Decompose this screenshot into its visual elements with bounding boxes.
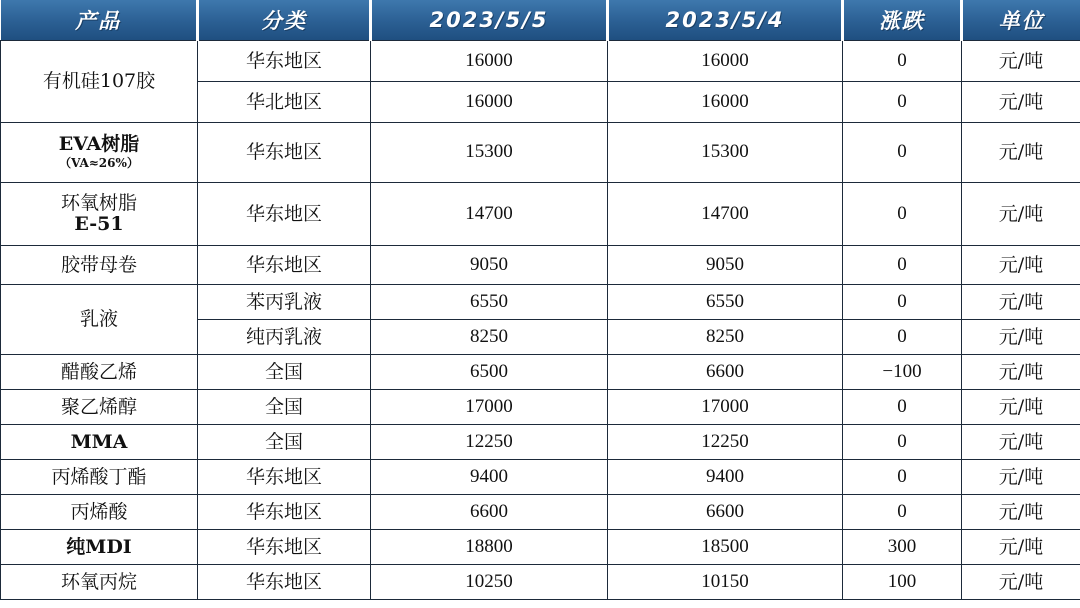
unit-cell: 元/吨 (962, 123, 1080, 183)
unit-cell: 元/吨 (962, 495, 1080, 530)
table-row (1, 530, 1080, 565)
category-cell: 华东地区 (198, 460, 371, 495)
price-prev-cell: 16000 (608, 82, 843, 123)
product-cell: 乳液 (1, 285, 198, 355)
price-today-cell: 6600 (371, 495, 608, 530)
change-cell: 0 (843, 460, 962, 495)
header-date-2: 2023/5/4 (608, 0, 843, 41)
change-cell: 0 (843, 82, 962, 123)
category-cell: 华东地区 (198, 565, 371, 600)
product-cell: 胶带母卷 (1, 246, 198, 285)
price-prev-cell: 6550 (608, 285, 843, 320)
header-date-1: 2023/5/5 (371, 0, 608, 41)
category-cell: 华东地区 (198, 183, 371, 246)
change-cell: 0 (843, 320, 962, 355)
change-cell: 0 (843, 246, 962, 285)
price-prev-cell: 18500 (608, 530, 843, 565)
table-row (1, 565, 1080, 600)
unit-cell: 元/吨 (962, 183, 1080, 246)
product-cell: MMA (1, 425, 198, 460)
price-prev-cell: 9050 (608, 246, 843, 285)
price-prev-cell: 8250 (608, 320, 843, 355)
price-today-cell: 8250 (371, 320, 608, 355)
header-unit: 单位 (962, 0, 1080, 41)
table-row (1, 460, 1080, 495)
table-row (1, 246, 1080, 285)
price-prev-cell: 15300 (608, 123, 843, 183)
price-today-cell: 10250 (371, 565, 608, 600)
category-cell: 华东地区 (198, 495, 371, 530)
category-cell: 全国 (198, 390, 371, 425)
product-cell: 有机硅107胶 (1, 41, 198, 123)
price-today-cell: 18800 (371, 530, 608, 565)
product-cell: 丙烯酸丁酯 (1, 460, 198, 495)
price-prev-cell: 14700 (608, 183, 843, 246)
table-row (1, 41, 1080, 82)
table-row (1, 183, 1080, 246)
price-today-cell: 16000 (371, 82, 608, 123)
unit-cell: 元/吨 (962, 82, 1080, 123)
table-row (1, 425, 1080, 460)
header-change: 涨跌 (843, 0, 962, 41)
price-prev-cell: 6600 (608, 495, 843, 530)
change-cell: −100 (843, 355, 962, 390)
change-cell: 300 (843, 530, 962, 565)
product-cell (1, 123, 198, 183)
unit-cell: 元/吨 (962, 320, 1080, 355)
category-cell: 华东地区 (198, 246, 371, 285)
product-cell: 纯MDI (1, 530, 198, 565)
change-cell: 0 (843, 425, 962, 460)
price-prev-cell: 10150 (608, 565, 843, 600)
table-row (1, 495, 1080, 530)
header-category: 分类 (198, 0, 371, 41)
product-cell: 环氧丙烷 (1, 565, 198, 600)
change-cell: 0 (843, 41, 962, 82)
price-prev-cell: 12250 (608, 425, 843, 460)
category-cell: 华东地区 (198, 41, 371, 82)
unit-cell: 元/吨 (962, 390, 1080, 425)
price-today-cell: 16000 (371, 41, 608, 82)
price-today-cell: 9400 (371, 460, 608, 495)
price-today-cell: 14700 (371, 183, 608, 246)
table-row (1, 355, 1080, 390)
change-cell: 0 (843, 123, 962, 183)
product-cell (1, 183, 198, 246)
price-today-cell: 17000 (371, 390, 608, 425)
price-prev-cell: 17000 (608, 390, 843, 425)
unit-cell: 元/吨 (962, 565, 1080, 600)
price-today-cell: 12250 (371, 425, 608, 460)
category-cell: 纯丙乳液 (198, 320, 371, 355)
price-prev-cell: 16000 (608, 41, 843, 82)
price-prev-cell: 9400 (608, 460, 843, 495)
unit-cell: 元/吨 (962, 41, 1080, 82)
product-note: （VA≈26%） (59, 156, 139, 171)
product-cell: 醋酸乙烯 (1, 355, 198, 390)
change-cell: 0 (843, 495, 962, 530)
category-cell: 全国 (198, 425, 371, 460)
category-cell: 全国 (198, 355, 371, 390)
product-model: E-51 (74, 213, 124, 235)
table-row (1, 285, 1080, 320)
product-cell: 丙烯酸 (1, 495, 198, 530)
price-today-cell: 9050 (371, 246, 608, 285)
category-cell: 华东地区 (198, 123, 371, 183)
unit-cell: 元/吨 (962, 246, 1080, 285)
header-product: 产品 (1, 0, 198, 41)
price-today-cell: 6500 (371, 355, 608, 390)
product-name: EVA树脂 (58, 133, 140, 156)
product-cell: 聚乙烯醇 (1, 390, 198, 425)
table-row (1, 390, 1080, 425)
change-cell: 0 (843, 285, 962, 320)
category-cell: 华东地区 (198, 530, 371, 565)
product-name: 环氧树脂 (60, 192, 137, 215)
unit-cell: 元/吨 (962, 460, 1080, 495)
category-cell: 苯丙乳液 (198, 285, 371, 320)
unit-cell: 元/吨 (962, 355, 1080, 390)
change-cell: 0 (843, 390, 962, 425)
category-cell: 华北地区 (198, 82, 371, 123)
price-today-cell: 15300 (371, 123, 608, 183)
change-cell: 100 (843, 565, 962, 600)
change-cell: 0 (843, 183, 962, 246)
price-today-cell: 6550 (371, 285, 608, 320)
unit-cell: 元/吨 (962, 285, 1080, 320)
unit-cell: 元/吨 (962, 530, 1080, 565)
unit-cell: 元/吨 (962, 425, 1080, 460)
table-row (1, 123, 1080, 183)
header-row (1, 0, 1080, 41)
price-prev-cell: 6600 (608, 355, 843, 390)
